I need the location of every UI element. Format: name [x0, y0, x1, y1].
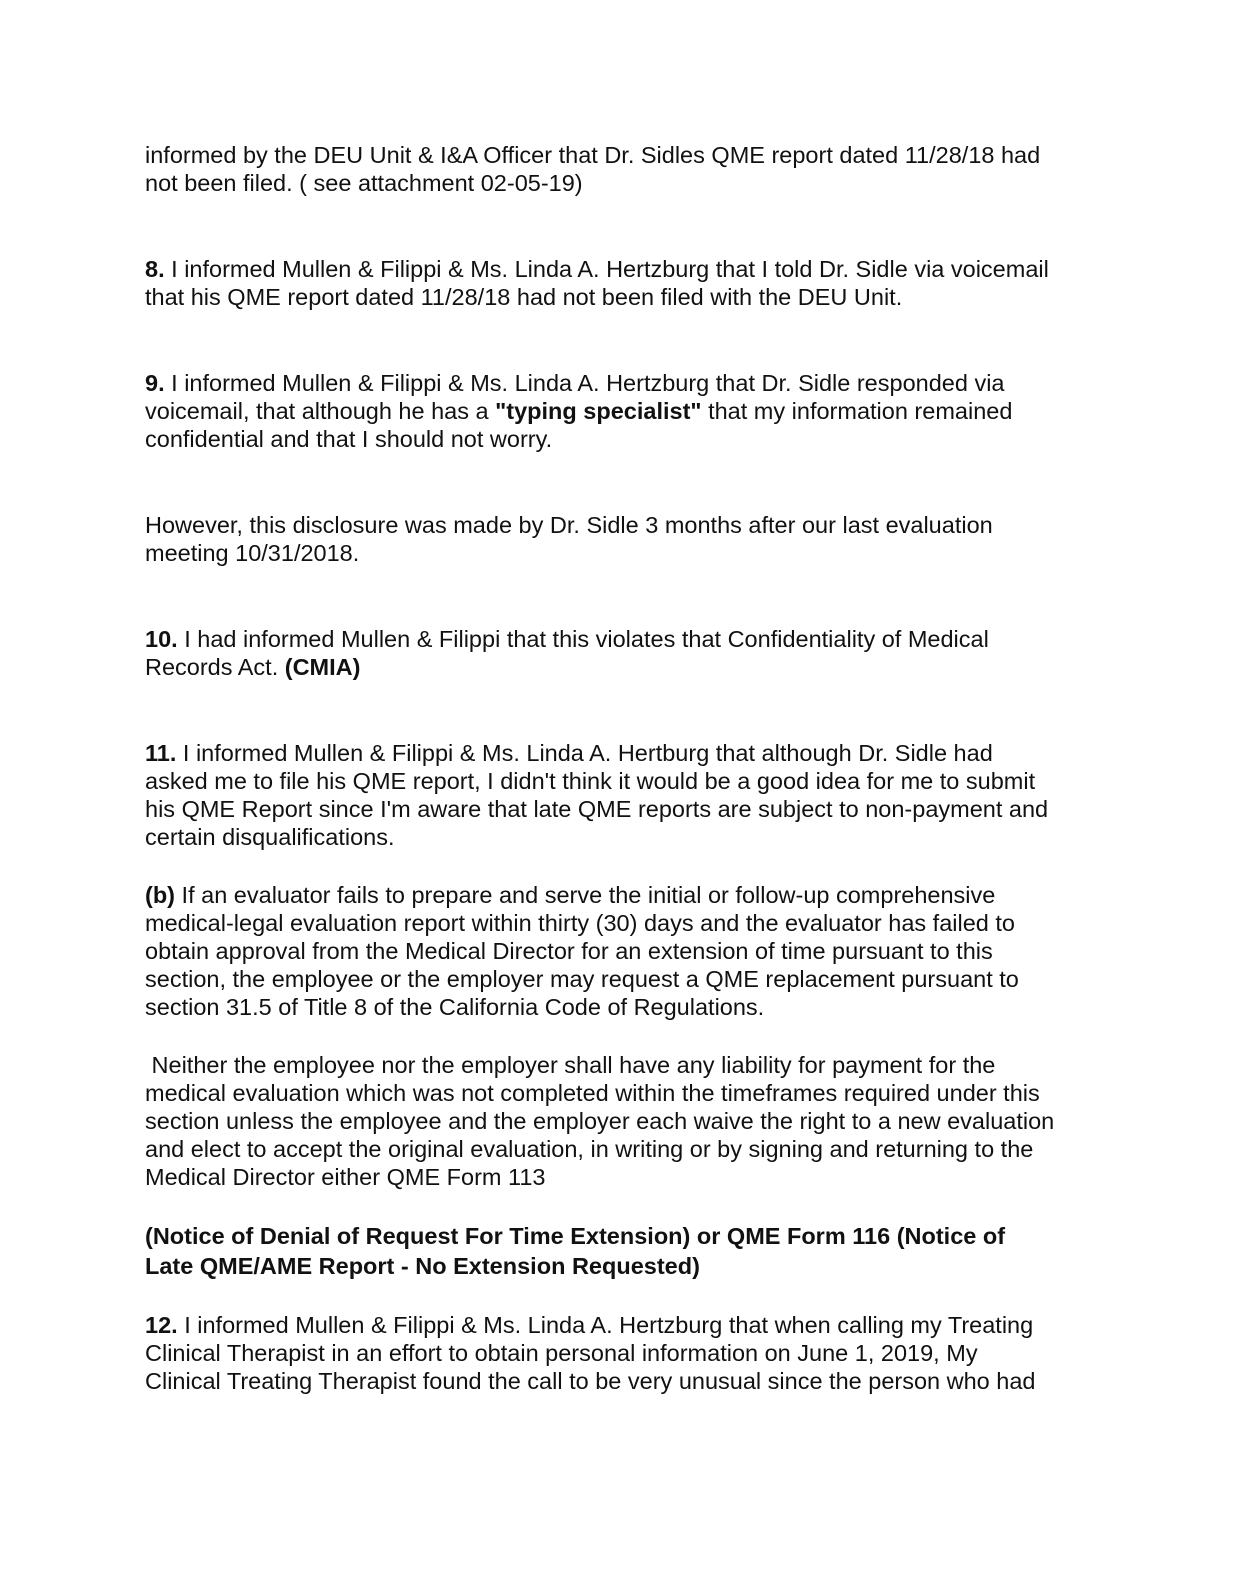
spacer [145, 681, 1095, 739]
text-line [145, 1311, 1095, 1339]
text-line: Neither the employee nor the employer shall have any liability for payment for the [145, 1052, 996, 1078]
document-page [145, 141, 1095, 1395]
spacer [145, 567, 1095, 625]
text-line: informed by the DEU Unit & I&A Officer that Dr. Sidles QME report dated 11/28/18 had [145, 142, 1041, 168]
spacer [145, 197, 1095, 255]
item-number: 8. [145, 256, 165, 282]
text-line [145, 653, 1095, 681]
text-run: If an evaluator fails to prepare and serve the initial or follow-up comprehensive [175, 882, 996, 908]
paragraph-9 [145, 369, 1095, 453]
text-line [145, 739, 1095, 767]
text-line: section unless the employee and the employer each waive the right to a new evaluation [145, 1108, 1055, 1134]
text-line: not been filed. ( see attachment 02-05-19) [145, 170, 583, 196]
spacer [145, 311, 1095, 369]
text-line [145, 255, 1095, 283]
text-line: obtain approval from the Medical Director for an extension of time pursuant to this [145, 938, 993, 964]
spacer [145, 851, 1095, 881]
text-run: I informed Mullen & Filippi & Ms. Linda A. Hertzburg that Dr. Sidle responded via [164, 370, 1005, 396]
item-number: 12. [145, 1312, 178, 1338]
text-run: I informed Mullen & Filippi & Ms. Linda A. Hertzburg that when calling my Treating [177, 1312, 1034, 1338]
paragraph-11 [145, 739, 1095, 851]
text-line: Clinical Treating Therapist found the call to be very unusual since the person who had [145, 1368, 1036, 1394]
text-line: Clinical Therapist in an effort to obtain personal information on June 1, 2019, My [145, 1340, 978, 1366]
paragraph-b [145, 881, 1095, 1021]
text-line: Late QME/AME Report - No Extension Requested) [145, 1253, 700, 1279]
text-run: I informed Mullen & Filippi & Ms. Linda A. Hertburg that although Dr. Sidle had [176, 740, 993, 766]
text-line: medical-legal evaluation report within thirty (30) days and the evaluator has failed to [145, 910, 1015, 936]
item-number: (b) [145, 882, 176, 908]
paragraph-notice [145, 1221, 1095, 1281]
text-line: medical evaluation which was not completed within the timeframes required under this [145, 1080, 1040, 1106]
text-line [145, 625, 1095, 653]
text-line: and elect to accept the original evaluation, in writing or by signing and returning to the [145, 1136, 1034, 1162]
text-run: that my information remained [701, 398, 1013, 424]
spacer [145, 1281, 1095, 1311]
paragraph-neither [145, 1051, 1095, 1191]
item-number: 11. [145, 740, 177, 766]
item-number: 9. [145, 370, 165, 396]
text-line: confidential and that I should not worry. [145, 426, 553, 452]
item-number: 10. [145, 626, 178, 652]
text-line: his QME Report since I'm aware that late QME reports are subject to non-payment and [145, 796, 1049, 822]
text-line [145, 881, 1095, 909]
bold-phrase: "typing specialist" [495, 398, 702, 424]
spacer [145, 453, 1095, 511]
text-line: that his QME report dated 11/28/18 had not been filed with the DEU Unit. [145, 284, 903, 310]
paragraph-intro [145, 141, 1095, 197]
text-line: certain disqualifications. [145, 824, 395, 850]
paragraph-however [145, 511, 1095, 567]
text-line: section 31.5 of Title 8 of the California Code of Regulations. [145, 994, 765, 1020]
bold-phrase: (CMIA) [284, 654, 361, 680]
text-run: I informed Mullen & Filippi & Ms. Linda A. Hertzburg that I told Dr. Sidle via voicemail [164, 256, 1049, 282]
spacer [145, 1191, 1095, 1221]
text-line: meeting 10/31/2018. [145, 540, 360, 566]
spacer [145, 1021, 1095, 1051]
text-line: asked me to file his QME report, I didn't think it would be a good idea for me to submit [145, 768, 1036, 794]
text-line [145, 369, 1095, 397]
paragraph-12 [145, 1311, 1095, 1395]
text-line [145, 397, 1095, 425]
text-line: However, this disclosure was made by Dr. Sidle 3 months after our last evaluation [145, 512, 993, 538]
paragraph-10 [145, 625, 1095, 681]
text-run: voicemail, that although he has a [145, 398, 496, 424]
text-run: I had informed Mullen & Filippi that this violates that Confidentiality of Medical [177, 626, 989, 652]
text-line: section, the employee or the employer may request a QME replacement pursuant to [145, 966, 1019, 992]
text-line: Medical Director either QME Form 113 [145, 1164, 546, 1190]
paragraph-8 [145, 255, 1095, 311]
text-line: (Notice of Denial of Request For Time Extension) or QME Form 116 (Notice of [145, 1223, 1006, 1249]
text-run: Records Act. [145, 654, 285, 680]
